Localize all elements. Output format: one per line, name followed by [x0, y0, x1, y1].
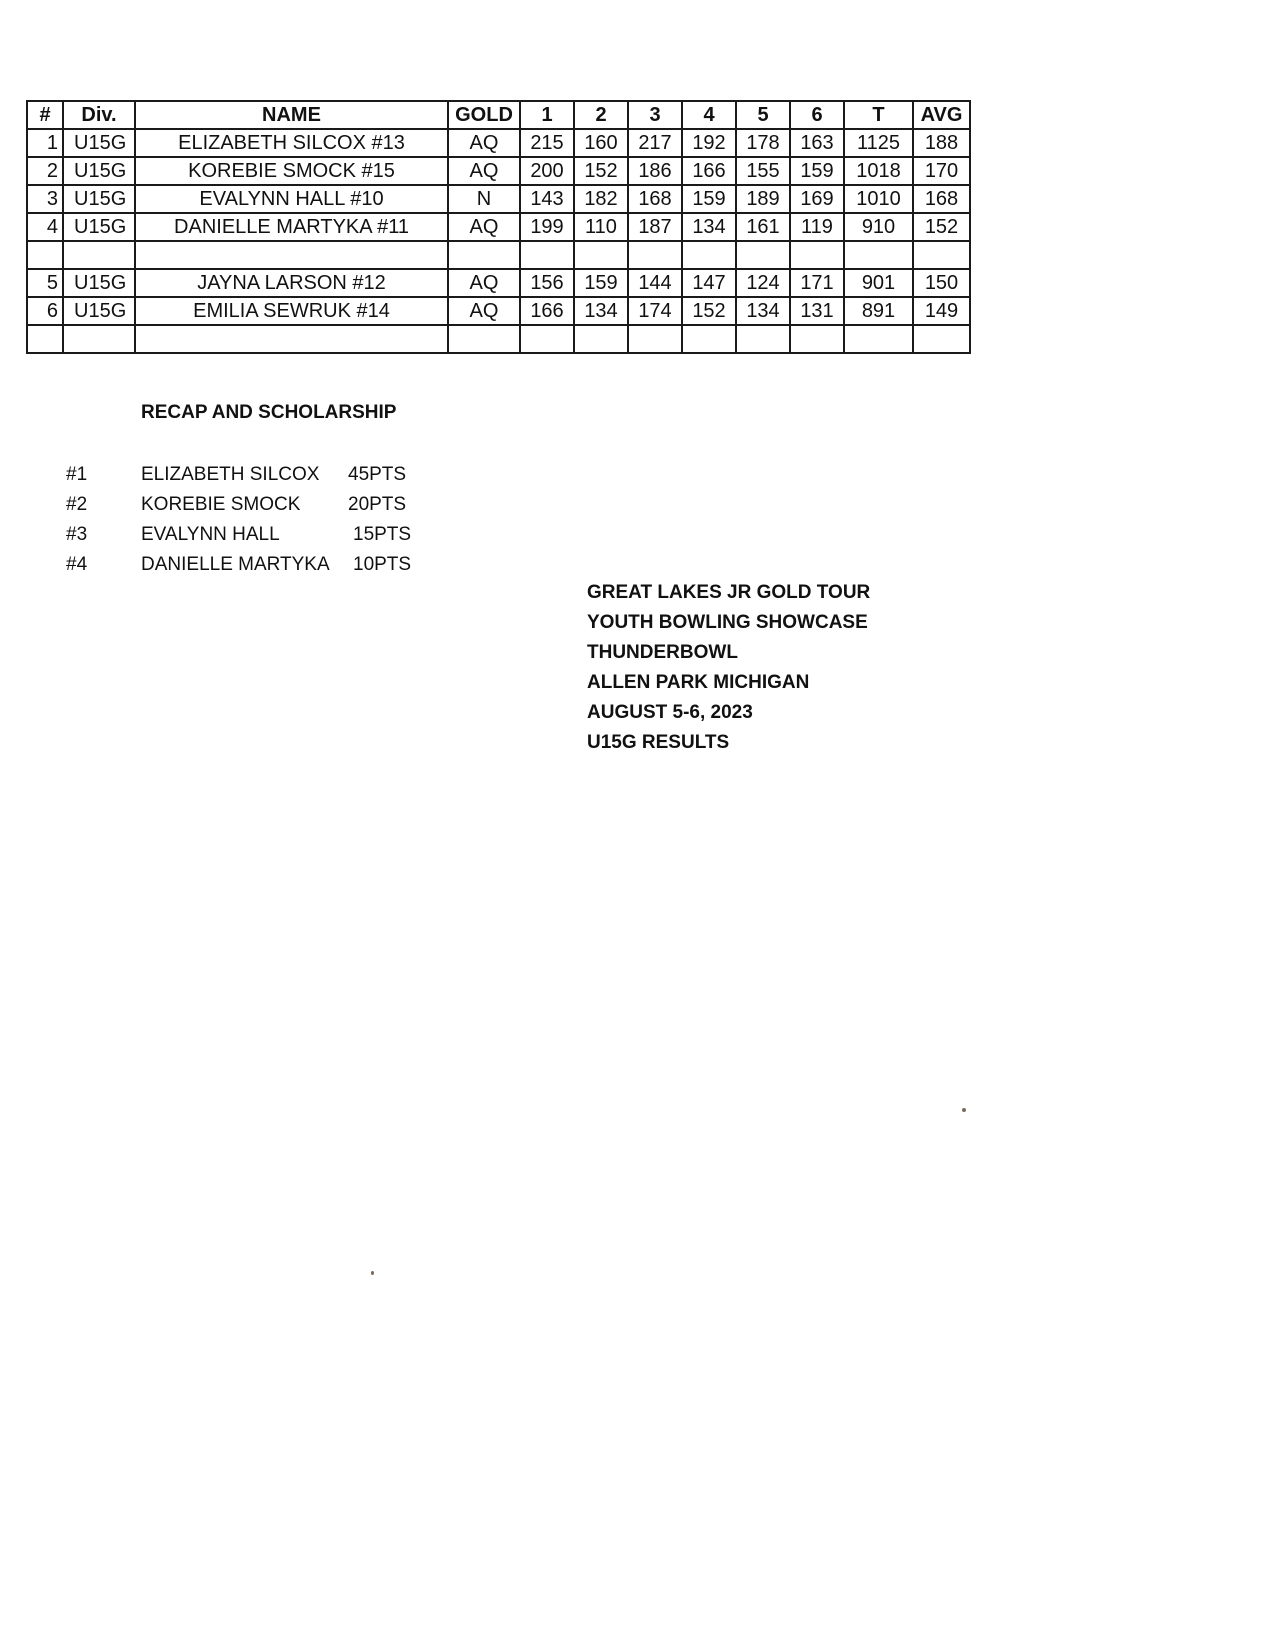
game-6-cell: 131 — [790, 297, 844, 325]
blank-cell — [844, 241, 913, 269]
game-1-cell: 143 — [520, 185, 574, 213]
game-4-cell: 147 — [682, 269, 736, 297]
game-1-cell: 200 — [520, 157, 574, 185]
blank-cell — [574, 325, 628, 353]
blank-cell — [520, 325, 574, 353]
recap-points: 10PTS — [353, 554, 412, 575]
blank-cell — [682, 325, 736, 353]
header-div: Div. — [63, 101, 135, 129]
header-game-1: 1 — [520, 101, 574, 129]
recap-entry — [66, 460, 446, 490]
game-1-cell: 215 — [520, 129, 574, 157]
rank-cell: 2 — [27, 157, 63, 185]
header-game-5: 5 — [736, 101, 790, 129]
header-avg: AVG — [913, 101, 970, 129]
total-cell: 1010 — [844, 185, 913, 213]
header-name: NAME — [135, 101, 448, 129]
recap-rank: #3 — [66, 524, 88, 545]
blank-cell — [135, 241, 448, 269]
game-3-cell: 174 — [628, 297, 682, 325]
blank-cell — [63, 325, 135, 353]
game-5-cell: 155 — [736, 157, 790, 185]
blank-cell — [736, 241, 790, 269]
game-1-cell: 199 — [520, 213, 574, 241]
event-tour-name: GREAT LAKES JR GOLD TOUR — [587, 582, 871, 603]
avg-cell: 188 — [913, 129, 970, 157]
blank-cell — [27, 241, 63, 269]
header-gold: GOLD — [448, 101, 520, 129]
game-5-cell: 178 — [736, 129, 790, 157]
table-row — [27, 129, 970, 157]
gold-cell: AQ — [448, 297, 520, 325]
game-4-cell: 159 — [682, 185, 736, 213]
recap-name: ELIZABETH SILCOX — [141, 464, 320, 485]
total-cell: 1125 — [844, 129, 913, 157]
recap-name: EVALYNN HALL — [141, 524, 280, 545]
game-1-cell: 166 — [520, 297, 574, 325]
event-venue: THUNDERBOWL — [587, 642, 738, 663]
div-cell: U15G — [63, 269, 135, 297]
event-info — [587, 578, 870, 758]
blank-cell — [448, 325, 520, 353]
game-3-cell: 187 — [628, 213, 682, 241]
game-2-cell: 110 — [574, 213, 628, 241]
game-5-cell: 161 — [736, 213, 790, 241]
recap-entry — [66, 550, 446, 580]
recap-points: 45PTS — [348, 464, 407, 485]
game-4-cell: 134 — [682, 213, 736, 241]
div-cell: U15G — [63, 185, 135, 213]
event-location: ALLEN PARK MICHIGAN — [587, 672, 810, 693]
avg-cell: 170 — [913, 157, 970, 185]
div-cell: U15G — [63, 157, 135, 185]
total-cell: 910 — [844, 213, 913, 241]
blank-cell — [913, 241, 970, 269]
game-2-cell: 160 — [574, 129, 628, 157]
blank-cell — [135, 325, 448, 353]
game-4-cell: 192 — [682, 129, 736, 157]
header-rank: # — [27, 101, 63, 129]
header-game-3: 3 — [628, 101, 682, 129]
recap-points: 20PTS — [348, 494, 407, 515]
event-results-label: U15G RESULTS — [587, 732, 730, 753]
name-cell: JAYNA LARSON #12 — [135, 269, 448, 297]
game-3-cell: 144 — [628, 269, 682, 297]
div-cell: U15G — [63, 129, 135, 157]
gold-cell: AQ — [448, 269, 520, 297]
name-cell: EMILIA SEWRUK #14 — [135, 297, 448, 325]
scan-speck — [962, 1108, 966, 1112]
total-cell: 891 — [844, 297, 913, 325]
table-header-row — [27, 101, 970, 129]
recap-title: RECAP AND SCHOLARSHIP — [141, 402, 397, 423]
avg-cell: 152 — [913, 213, 970, 241]
game-2-cell: 182 — [574, 185, 628, 213]
blank-cell — [63, 241, 135, 269]
gold-cell: AQ — [448, 157, 520, 185]
total-cell: 1018 — [844, 157, 913, 185]
header-game-6: 6 — [790, 101, 844, 129]
avg-cell: 150 — [913, 269, 970, 297]
game-6-cell: 169 — [790, 185, 844, 213]
div-cell: U15G — [63, 297, 135, 325]
recap-name: DANIELLE MARTYKA — [141, 554, 330, 575]
recap-entry — [66, 520, 446, 550]
rank-cell: 1 — [27, 129, 63, 157]
header-game-4: 4 — [682, 101, 736, 129]
blank-cell — [628, 325, 682, 353]
gold-cell: AQ — [448, 213, 520, 241]
recap-rank: #1 — [66, 464, 88, 485]
blank-row — [27, 241, 970, 269]
recap-points: 15PTS — [353, 524, 412, 545]
avg-cell: 168 — [913, 185, 970, 213]
recap-list — [66, 460, 446, 580]
blank-cell — [448, 241, 520, 269]
game-5-cell: 124 — [736, 269, 790, 297]
game-5-cell: 189 — [736, 185, 790, 213]
table-row — [27, 185, 970, 213]
game-2-cell: 134 — [574, 297, 628, 325]
recap-rank: #2 — [66, 494, 88, 515]
game-6-cell: 119 — [790, 213, 844, 241]
game-3-cell: 186 — [628, 157, 682, 185]
game-4-cell: 152 — [682, 297, 736, 325]
name-cell: EVALYNN HALL #10 — [135, 185, 448, 213]
game-3-cell: 168 — [628, 185, 682, 213]
name-cell: KOREBIE SMOCK #15 — [135, 157, 448, 185]
blank-cell — [628, 241, 682, 269]
name-cell: ELIZABETH SILCOX #13 — [135, 129, 448, 157]
rank-cell: 6 — [27, 297, 63, 325]
game-2-cell: 152 — [574, 157, 628, 185]
event-date: AUGUST 5-6, 2023 — [587, 702, 753, 723]
game-6-cell: 159 — [790, 157, 844, 185]
table-row — [27, 213, 970, 241]
blank-cell — [27, 325, 63, 353]
table-row — [27, 297, 970, 325]
div-cell: U15G — [63, 213, 135, 241]
blank-cell — [574, 241, 628, 269]
blank-cell — [736, 325, 790, 353]
recap-entry — [66, 490, 446, 520]
table-row — [27, 269, 970, 297]
blank-cell — [913, 325, 970, 353]
blank-cell — [790, 325, 844, 353]
scan-speck — [371, 1271, 374, 1275]
blank-cell — [790, 241, 844, 269]
rank-cell: 3 — [27, 185, 63, 213]
game-4-cell: 166 — [682, 157, 736, 185]
event-showcase-name: YOUTH BOWLING SHOWCASE — [587, 612, 868, 633]
header-total: T — [844, 101, 913, 129]
recap-rank: #4 — [66, 554, 88, 575]
blank-cell — [682, 241, 736, 269]
blank-cell — [844, 325, 913, 353]
gold-cell: AQ — [448, 129, 520, 157]
gold-cell: N — [448, 185, 520, 213]
results-table — [26, 100, 971, 354]
recap-name: KOREBIE SMOCK — [141, 494, 301, 515]
game-6-cell: 163 — [790, 129, 844, 157]
name-cell: DANIELLE MARTYKA #11 — [135, 213, 448, 241]
blank-cell — [520, 241, 574, 269]
game-2-cell: 159 — [574, 269, 628, 297]
game-6-cell: 171 — [790, 269, 844, 297]
rank-cell: 5 — [27, 269, 63, 297]
header-game-2: 2 — [574, 101, 628, 129]
avg-cell: 149 — [913, 297, 970, 325]
total-cell: 901 — [844, 269, 913, 297]
game-5-cell: 134 — [736, 297, 790, 325]
rank-cell: 4 — [27, 213, 63, 241]
game-1-cell: 156 — [520, 269, 574, 297]
table-row — [27, 157, 970, 185]
blank-row — [27, 325, 970, 353]
game-3-cell: 217 — [628, 129, 682, 157]
